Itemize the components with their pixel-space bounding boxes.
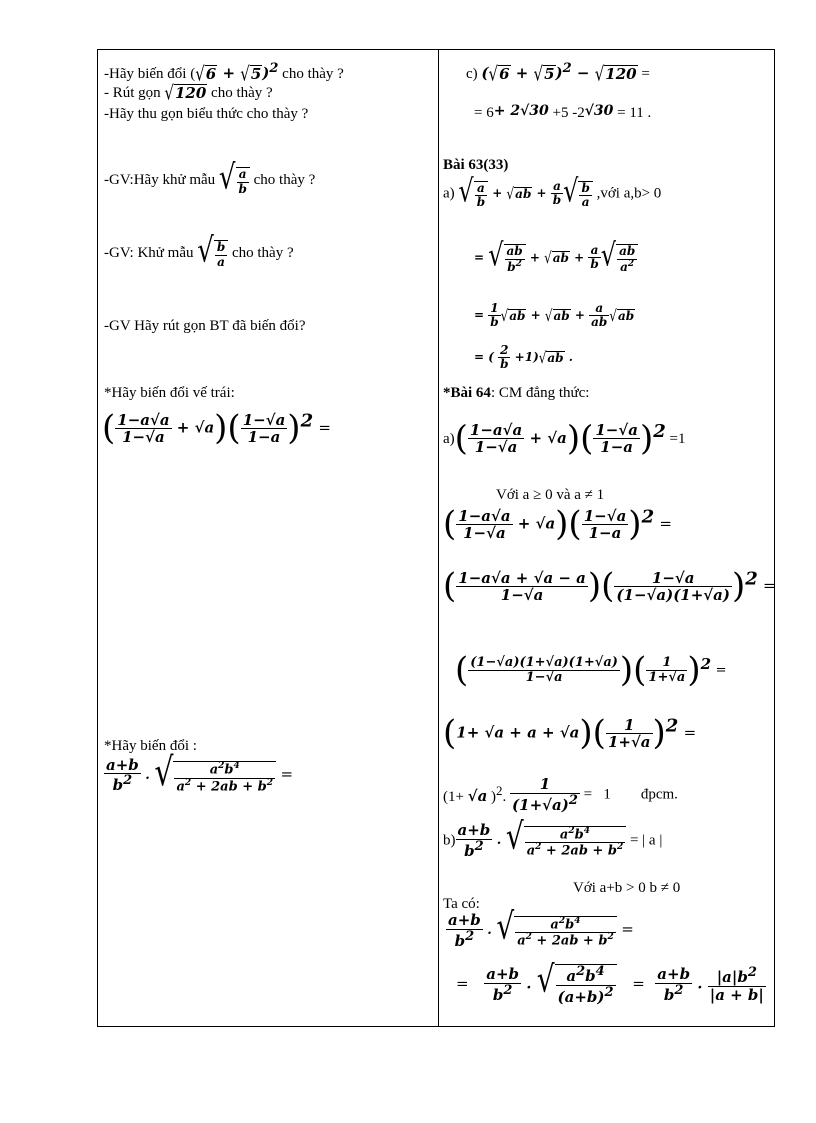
text: -GV: Khử mẫu: [104, 245, 194, 262]
label: a): [443, 185, 455, 202]
bai64-b: [443, 814, 663, 860]
left-line-8: *Hãy biến đổi :: [104, 738, 197, 754]
text: cho thày ?: [231, 245, 294, 262]
text: = 11 .: [617, 105, 652, 121]
text: 1: [596, 487, 605, 503]
bai64-a: [443, 420, 685, 457]
text: - Rút gọn: [104, 85, 161, 101]
left-formula-2: $\frac{a+b}{b2}$ . √ $\frac{a^2b^4}{a^2 + 2ab + b^2}$ =: [106, 749, 294, 796]
label: b): [443, 832, 456, 849]
formula: $\frac{a+b}{b2}$ . √ $\frac{a^2b^4}{a^2 + 2ab + b^2}$: [456, 833, 627, 848]
text: = | a |: [629, 832, 663, 849]
left-line-4: [104, 158, 316, 198]
left-line-3: -Hãy thu gọn biểu thức cho thày ?: [104, 106, 309, 122]
text: =1: [669, 431, 686, 448]
text: -Hãy biến đổi (: [104, 66, 196, 82]
right-c-line-2: = 6+ 2√30 +5 -2√30 = 11 .: [474, 103, 652, 121]
text: : CM đẳng thức:: [490, 385, 590, 401]
formula: $\frac{1}{(1+√a)2}$: [512, 775, 578, 814]
bai63-a: [443, 172, 662, 210]
text: Với a+b > 0 b: [573, 880, 658, 896]
bai64-title: [443, 385, 589, 402]
formula: (√6 + √5)2 − √120: [481, 61, 637, 86]
text: cho thày ?: [282, 66, 344, 82]
bai63-title: Bài 63(33): [443, 157, 509, 173]
formula: √ $\frac{a}{b}$ + √ab + $\frac{a}{b}$ √ $\frac{b}{a}$: [458, 186, 592, 200]
left-line-1: [104, 61, 344, 86]
column-divider: [438, 50, 439, 1026]
label: c): [466, 66, 478, 82]
left-line-7: *Hãy biến đổi vế trái:: [104, 385, 235, 401]
bai63-step-1: = √ $\frac{ab}{b^2}$ + √ab + $\frac{a}{b}$ √ $\frac{ab}{a^2}$: [474, 242, 638, 274]
formula: √120: [164, 81, 207, 105]
text: Với a: [496, 487, 530, 503]
bai64-b-step-1: $\frac{a+b}{b2}$ . √ $\frac{a^2b^4}{a^2 + 2ab + b^2}$ =: [448, 904, 634, 950]
title: *Bài 64: [443, 385, 491, 401]
text: 0 và a: [545, 487, 581, 503]
condition-a: Với a ≥ 0 và a ≠ 1: [496, 487, 605, 503]
bai64-b-step-2: = $\frac{a+b}{b2}$ . √ $\frac{a2b4}{(a+b)2}$ = $\frac{a+b}{b2}$ . $\frac{|a|b2}{|a + b|}$: [456, 957, 764, 1006]
text: = 6: [474, 105, 494, 121]
text: ,với a,b> 0: [596, 185, 662, 202]
bai63-step-2: = $\frac{1}{b}$ √ab + √ab + $\frac{a}{ab}$ √ab: [474, 301, 635, 330]
left-formula-1: ( $\frac{1-a√a}{1-√a}$ + √a)( $\frac{1-√a}{1-a}$ )2 =: [102, 408, 331, 448]
formula: √6 + √5)2: [195, 61, 279, 86]
formula: ( $\frac{1-a√a}{1-√a}$ + √a)( $\frac{1-√a}{1-a}$ )2: [454, 418, 666, 458]
bai64-step-1: ( $\frac{1-a√a}{1-√a}$ + √a)( $\frac{1-√a}{1-a}$ )2 =: [443, 504, 672, 544]
bai64-step-2: ( $\frac{1-a√a + √a - a}{1-√a}$ )( $\frac{1-√a}{(1-√a)(1+√a)}$ )2 =: [443, 566, 776, 606]
text: -GV:Hãy khử mẫu: [104, 172, 216, 189]
condition-b: Với a+b > 0 b ≠ 0: [573, 880, 681, 896]
bai64-step-3: ( $\frac{(1-√a)(1+√a)(1+√a)}{1-√a}$ )( $\frac{1}{1+√a}$ )2 =: [455, 650, 727, 690]
formula: √ $\frac{b}{a}$: [197, 243, 228, 261]
formula: √ $\frac{a}{b}$: [219, 170, 250, 188]
label: a): [443, 431, 455, 448]
text: đpcm.: [640, 786, 678, 803]
bai64-step-4: (1+ √a + a + √a)( $\frac{1}{1+√a}$ )2 =: [443, 713, 697, 753]
text: cho thày ?: [211, 85, 273, 101]
text: cho thày ?: [253, 172, 316, 189]
left-line-2: [104, 81, 273, 105]
right-c-line-1: c) (√6 + √5)2 − √120 =: [466, 61, 650, 86]
text: 0: [672, 880, 681, 896]
text: 1: [603, 786, 611, 803]
bai64-step-5: (1+ √a )2. $\frac{1}{(1+√a)2}$ = 1 đpcm.: [443, 775, 678, 814]
bai63-step-3: = ( $\frac{2}{b}$ +1)√ab .: [474, 343, 573, 372]
text: +5 -2: [552, 105, 585, 121]
taco-label: Ta có:: [443, 896, 480, 912]
left-line-5: [104, 231, 294, 271]
left-line-6: -GV Hãy rút gọn BT đã biến đổi?: [104, 318, 306, 334]
